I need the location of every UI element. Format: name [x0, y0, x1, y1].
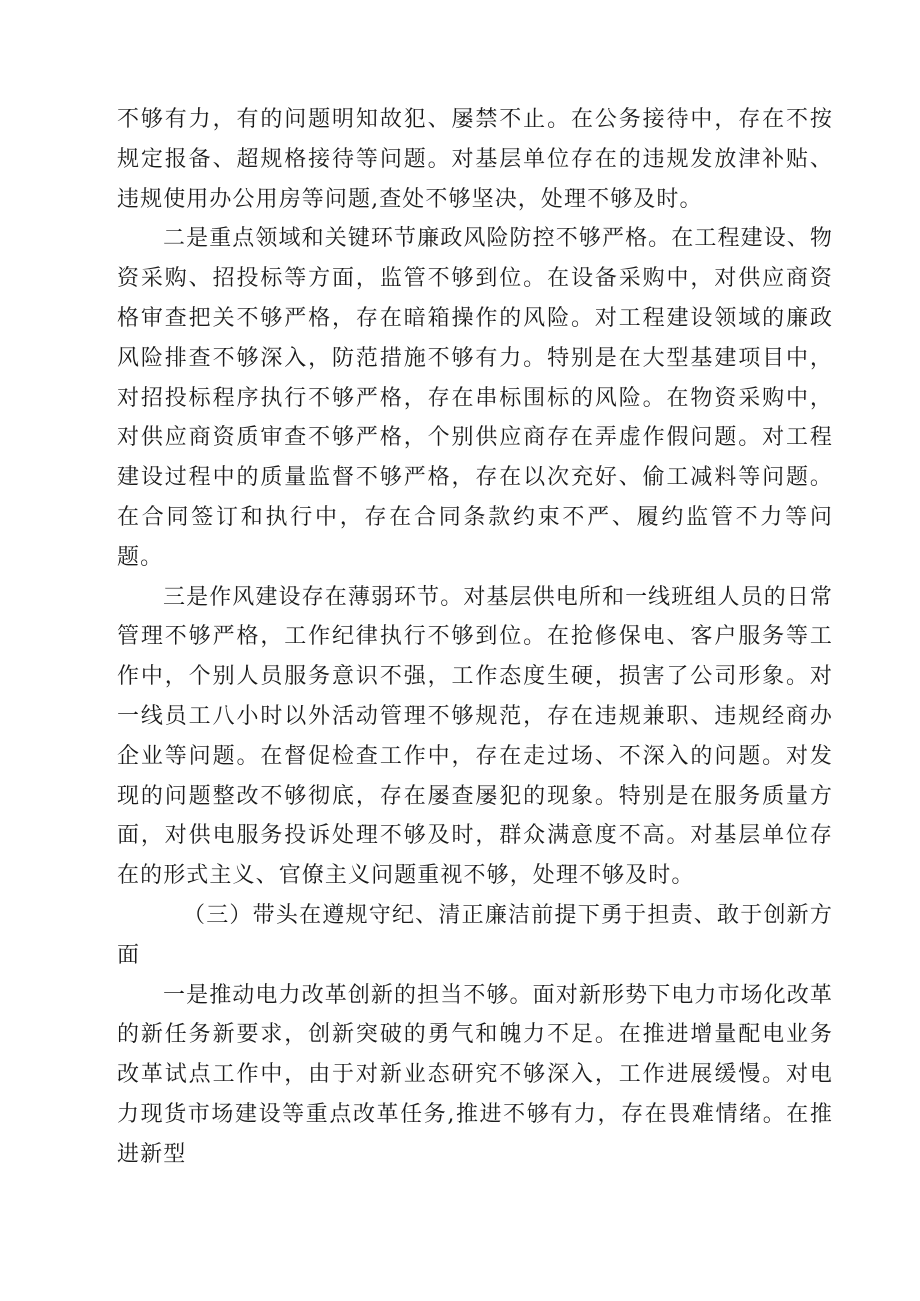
- paragraph-continued: 不够有力，有的问题明知故犯、屡禁不止。在公务接待中，存在不按规定报备、超规格接待等问题。对基层单位存在的违规发放津补贴、违规使用办公用房等问题,查处不够坚决，处理不够及时。: [117, 107, 833, 212]
- paragraph-item-one: 一是推动电力改革创新的担当不够。面对新形势下电力市场化改革的新任务新要求，创新突破的勇气和魄力不足。在推进增量配电业务改革试点工作中，由于对新业态研究不够深入，工作进展缓慢。对电力现货市场建设等重点改革任务,推进不够有力，存在畏难情绪。在推进新型: [117, 982, 833, 1167]
- paragraph-item-two: 二是重点领域和关键环节廉政风险防控不够严格。在工程建设、物资采购、招投标等方面，监管不够到位。在设备采购中，对供应商资格审查把关不够严格，存在暗箱操作的风险。对工程建设领域的廉政风险排查不够深入，防范措施不够有力。特别是在大型基建项目中，对招投标程序执行不够严格，存在串标围标的风险。在物资采购中，对供应商资质审查不够严格，个别供应商存在弄虚作假问题。对工程建设过程中的质量监督不够严格，存在以次充好、偷工减料等问题。在合同签订和执行中，存在合同条款约束不严、履约监管不力等问题。: [117, 226, 833, 570]
- paragraph-item-three: 三是作风建设存在薄弱环节。对基层供电所和一线班组人员的日常管理不够严格，工作纪律执行不够到位。在抢修保电、客户服务等工作中，个别人员服务意识不强，工作态度生硬，损害了公司形象。对一线员工八小时以外活动管理不够规范，存在违规兼职、违规经商办企业等问题。在督促检查工作中，存在走过场、不深入的问题。对发现的问题整改不够彻底，存在屡查屡犯的现象。特别是在服务质量方面，对供电服务投诉处理不够及时，群众满意度不高。对基层单位存在的形式主义、官僚主义问题重视不够，处理不够及时。: [117, 584, 833, 889]
- section-heading-three: （三）带头在遵规守纪、清正廉洁前提下勇于担责、敢于创新方面: [117, 902, 833, 968]
- document-body: [117, 100, 833, 1175]
